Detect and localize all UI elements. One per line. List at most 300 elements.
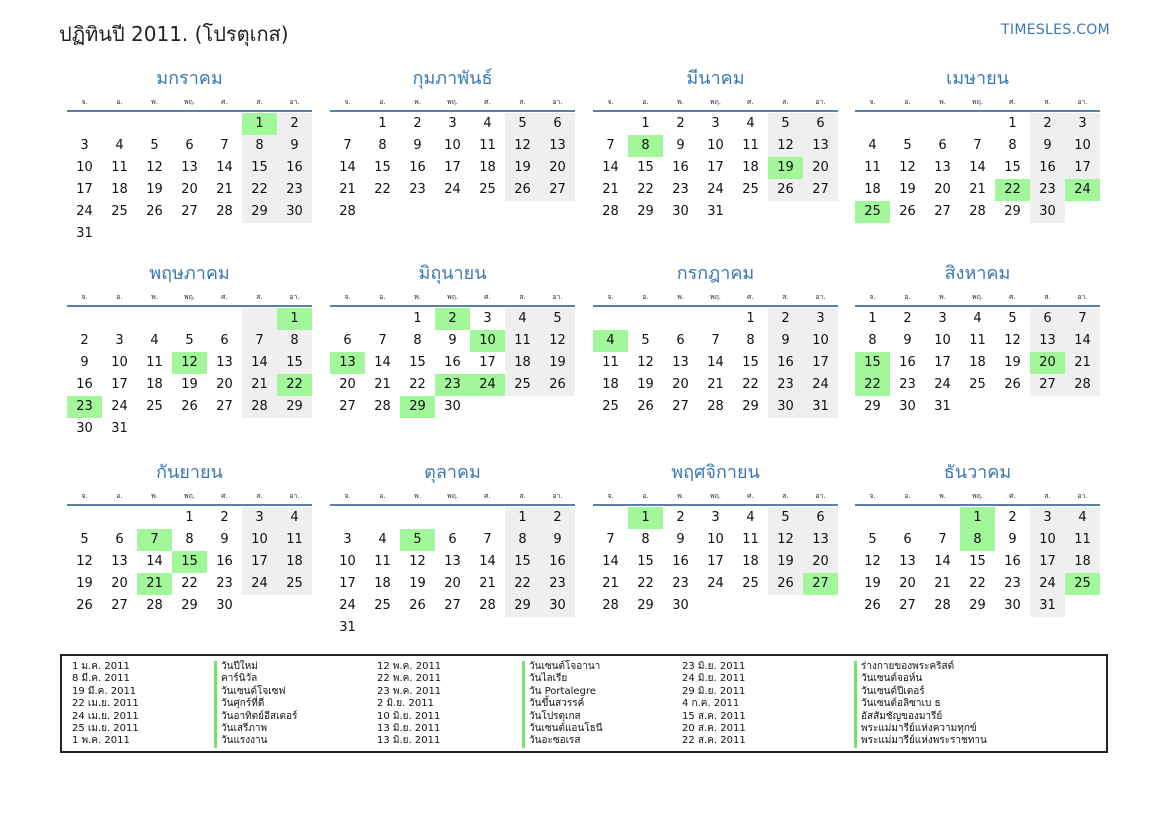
- empty-cell: [137, 308, 172, 330]
- empty-cell: [172, 308, 207, 330]
- day-cell: 25: [111, 204, 128, 219]
- week-row: [330, 308, 575, 330]
- empty-cell: [277, 418, 312, 440]
- weekday-header: [330, 96, 575, 108]
- week-row: [330, 113, 575, 135]
- weekday-label: อ.: [379, 293, 386, 301]
- day-cell: 2: [1030, 113, 1065, 135]
- day-cell: 20: [803, 157, 838, 179]
- day-cell: 21: [602, 182, 619, 197]
- weekday-label: พฤ.: [183, 98, 196, 106]
- day-cell: 7: [973, 138, 982, 153]
- empty-cell: [925, 113, 960, 135]
- day-cell: 14: [479, 554, 496, 569]
- week-row: [855, 352, 1100, 374]
- day-cell: 14: [969, 160, 986, 175]
- holiday-day-cell: 1: [628, 507, 663, 529]
- holiday-date: 2 มิ.ย. 2011: [377, 698, 434, 710]
- weekday-label: จ.: [81, 293, 88, 301]
- holiday-day-cell: 8: [628, 135, 663, 157]
- day-cell: 25: [505, 374, 540, 396]
- holiday-day-cell: 22: [855, 374, 890, 396]
- month-divider: [67, 305, 312, 307]
- day-cell: 15: [277, 352, 312, 374]
- holiday-name: อัสสัมชัญของมารีย์: [854, 711, 942, 723]
- month-divider: [593, 504, 838, 506]
- empty-cell: [803, 595, 838, 617]
- day-cell: 25: [479, 182, 496, 197]
- day-cell: 7: [220, 138, 229, 153]
- weekday-label: พฤ.: [709, 98, 722, 106]
- empty-cell: [330, 113, 365, 135]
- empty-cell: [435, 507, 470, 529]
- week-row: [593, 330, 838, 352]
- holiday-date: 22 พ.ค. 2011: [377, 673, 442, 685]
- week-row: [67, 551, 312, 573]
- weekday-label: อ.: [379, 98, 386, 106]
- empty-cell: [137, 113, 172, 135]
- weekday-label: อา.: [1077, 98, 1088, 106]
- day-cell: 30: [672, 204, 689, 219]
- weekday-label: พฤ.: [971, 293, 984, 301]
- weekday-label: อ.: [116, 492, 123, 500]
- day-cell: 27: [1030, 374, 1065, 396]
- holiday-day-cell: 1: [242, 113, 277, 135]
- week-row: [593, 396, 838, 418]
- day-cell: 15: [637, 160, 654, 175]
- day-cell: 15: [1004, 160, 1021, 175]
- holiday-day-cell: 20: [1030, 352, 1065, 374]
- empty-cell: [1030, 396, 1065, 418]
- day-cell: 25: [374, 598, 391, 613]
- month-7: [593, 263, 838, 418]
- weekday-label: ส.: [256, 492, 263, 500]
- day-cell: 18: [742, 160, 759, 175]
- day-cell: 14: [242, 352, 277, 374]
- weekday-label: ศ.: [221, 293, 228, 301]
- day-cell: 31: [339, 620, 356, 635]
- day-cell: 9: [676, 138, 685, 153]
- weekday-label: พฤ.: [183, 492, 196, 500]
- empty-cell: [855, 507, 890, 529]
- day-cell: 24: [707, 182, 724, 197]
- week-row: [855, 113, 1100, 135]
- day-cell: 1: [641, 116, 650, 131]
- weekday-label: จ.: [344, 293, 351, 301]
- day-cell: 29: [864, 399, 881, 414]
- week-row: [67, 113, 312, 135]
- holiday-day-cell: 8: [960, 529, 995, 551]
- weekday-label: ส.: [782, 293, 789, 301]
- day-cell: 16: [1030, 157, 1065, 179]
- empty-cell: [102, 507, 137, 529]
- day-cell: 20: [803, 551, 838, 573]
- empty-cell: [67, 507, 102, 529]
- holiday-day-cell: 19: [768, 157, 803, 179]
- day-cell: 11: [742, 532, 759, 547]
- week-row: [330, 551, 575, 573]
- day-cell: 28: [374, 399, 391, 414]
- day-cell: 13: [803, 529, 838, 551]
- day-cell: 9: [768, 330, 803, 352]
- weekday-label: อา.: [1077, 492, 1088, 500]
- day-cell: 18: [111, 182, 128, 197]
- day-cell: 30: [216, 598, 233, 613]
- day-cell: 17: [76, 182, 93, 197]
- day-cell: 17: [339, 576, 356, 591]
- day-cell: 30: [672, 598, 689, 613]
- week-row: [330, 352, 575, 374]
- day-cell: 3: [803, 308, 838, 330]
- day-cell: 21: [602, 576, 619, 591]
- day-cell: 9: [448, 333, 457, 348]
- weekday-label: จ.: [607, 293, 614, 301]
- week-row: [67, 330, 312, 352]
- weekday-label: พฤ.: [183, 293, 196, 301]
- month-divider: [330, 110, 575, 112]
- month-2: [330, 68, 575, 223]
- day-cell: 28: [934, 598, 951, 613]
- day-cell: 20: [540, 157, 575, 179]
- day-cell: 6: [185, 138, 194, 153]
- day-cell: 18: [505, 352, 540, 374]
- empty-cell: [137, 418, 172, 440]
- day-cell: 2: [413, 116, 422, 131]
- page-title: ปฏิทินปี 2011. (โปรตุเกส): [59, 22, 289, 46]
- holiday-date: 23 มิ.ย. 2011: [682, 661, 746, 672]
- day-cell: 22: [969, 576, 986, 591]
- empty-cell: [172, 223, 207, 245]
- holiday-day-cell: 23: [67, 396, 102, 418]
- weekday-label: อ.: [116, 98, 123, 106]
- week-row: [855, 507, 1100, 529]
- holiday-day-cell: 24: [470, 374, 505, 396]
- day-cell: 3: [1030, 507, 1065, 529]
- week-row: [67, 418, 312, 440]
- empty-cell: [172, 418, 207, 440]
- day-cell: 13: [540, 135, 575, 157]
- day-cell: 13: [216, 355, 233, 370]
- holiday-day-cell: 2: [435, 308, 470, 330]
- site-link[interactable]: TIMESLES.COM: [1001, 22, 1110, 38]
- day-cell: 14: [707, 355, 724, 370]
- day-cell: 11: [277, 529, 312, 551]
- day-cell: 2: [277, 113, 312, 135]
- holiday-day-cell: 7: [137, 529, 172, 551]
- day-cell: 2: [80, 333, 89, 348]
- day-cell: 5: [540, 308, 575, 330]
- day-cell: 24: [111, 399, 128, 414]
- week-row: [330, 135, 575, 157]
- day-cell: 4: [150, 333, 159, 348]
- week-row: [330, 396, 575, 418]
- day-cell: 8: [641, 532, 650, 547]
- holiday-name: วันแรงงาน: [214, 735, 267, 747]
- week-row: [330, 507, 575, 529]
- day-cell: 4: [973, 311, 982, 326]
- weekday-label: อา.: [289, 293, 300, 301]
- weekday-label: อ.: [642, 492, 649, 500]
- holiday-date: 1 ม.ค. 2011: [72, 661, 130, 672]
- weekday-label: อา.: [289, 98, 300, 106]
- day-cell: 21: [969, 182, 986, 197]
- day-cell: 16: [409, 160, 426, 175]
- day-cell: 25: [969, 377, 986, 392]
- holiday-name: วันเซนต์แอนโธนี: [522, 723, 603, 735]
- empty-cell: [540, 617, 575, 639]
- day-cell: 5: [185, 333, 194, 348]
- empty-cell: [593, 507, 628, 529]
- day-cell: 24: [242, 573, 277, 595]
- holiday-name: คาร์นิวัล: [214, 673, 257, 685]
- day-cell: 1: [868, 311, 877, 326]
- month-name: กันยายน: [156, 462, 223, 483]
- empty-cell: [102, 223, 137, 245]
- day-cell: 18: [479, 160, 496, 175]
- day-cell: 8: [185, 532, 194, 547]
- day-cell: 17: [1065, 157, 1100, 179]
- week-row: [593, 157, 838, 179]
- day-cell: 22: [181, 576, 198, 591]
- weekday-label: จ.: [869, 98, 876, 106]
- weekday-label: พฤ.: [971, 492, 984, 500]
- month-name: พฤษภาคม: [149, 263, 230, 284]
- day-cell: 27: [339, 399, 356, 414]
- weekday-label: จ.: [344, 492, 351, 500]
- empty-cell: [207, 418, 242, 440]
- empty-cell: [505, 617, 540, 639]
- day-cell: 20: [899, 576, 916, 591]
- day-cell: 2: [1008, 510, 1017, 525]
- day-cell: 19: [146, 182, 163, 197]
- day-cell: 28: [216, 204, 233, 219]
- day-cell: 15: [242, 157, 277, 179]
- day-cell: 5: [80, 532, 89, 547]
- holiday-day-cell: 22: [277, 374, 312, 396]
- empty-cell: [242, 595, 277, 617]
- month-name: มีนาคม: [686, 68, 745, 89]
- weekday-label: ศ.: [1009, 492, 1016, 500]
- week-row: [67, 308, 312, 330]
- day-cell: 7: [343, 138, 352, 153]
- day-cell: 19: [76, 576, 93, 591]
- day-cell: 17: [707, 554, 724, 569]
- weekday-label: พ.: [939, 492, 946, 500]
- holiday-date: 19 มี.ค. 2011: [72, 685, 137, 697]
- day-cell: 11: [969, 333, 986, 348]
- holiday-name: วันขึ้นสวรรค์: [522, 698, 584, 710]
- day-cell: 5: [868, 532, 877, 547]
- holiday-name: วันเซนต์จอห์น: [854, 673, 922, 685]
- day-cell: 7: [711, 333, 720, 348]
- day-cell: 13: [111, 554, 128, 569]
- day-cell: 16: [277, 157, 312, 179]
- day-cell: 27: [899, 598, 916, 613]
- day-cell: 21: [479, 576, 496, 591]
- weekday-label: ศ.: [221, 98, 228, 106]
- day-cell: 15: [505, 551, 540, 573]
- month-name: สิงหาคม: [944, 263, 1011, 284]
- empty-cell: [890, 113, 925, 135]
- empty-cell: [890, 507, 925, 529]
- holiday-name: วันศุกร์ที่ดี: [214, 698, 264, 710]
- day-cell: 9: [903, 333, 912, 348]
- weekday-label: อ.: [379, 492, 386, 500]
- day-cell: 6: [903, 532, 912, 547]
- day-cell: 20: [444, 576, 461, 591]
- day-cell: 28: [242, 396, 277, 418]
- day-cell: 14: [374, 355, 391, 370]
- weekday-header: [855, 490, 1100, 502]
- day-cell: 1: [1008, 116, 1017, 131]
- day-cell: 16: [540, 551, 575, 573]
- day-cell: 12: [637, 355, 654, 370]
- day-cell: 7: [483, 532, 492, 547]
- day-cell: 3: [1065, 113, 1100, 135]
- day-cell: 27: [540, 179, 575, 201]
- empty-cell: [470, 201, 505, 223]
- week-row: [67, 529, 312, 551]
- weekday-label: อา.: [1077, 293, 1088, 301]
- week-row: [855, 157, 1100, 179]
- day-cell: 11: [111, 160, 128, 175]
- day-cell: 17: [111, 377, 128, 392]
- holiday-date: 10 มิ.ย. 2011: [377, 710, 441, 722]
- weekday-label: อา.: [552, 293, 563, 301]
- weekday-header: [330, 490, 575, 502]
- weekday-label: พ.: [151, 293, 158, 301]
- day-cell: 2: [903, 311, 912, 326]
- weekday-label: พฤ.: [971, 98, 984, 106]
- weekday-label: อา.: [815, 492, 826, 500]
- day-cell: 17: [242, 551, 277, 573]
- week-row: [67, 396, 312, 418]
- day-cell: 16: [216, 554, 233, 569]
- day-cell: 4: [1065, 507, 1100, 529]
- day-cell: 31: [1030, 595, 1065, 617]
- weekday-header: [67, 490, 312, 502]
- day-cell: 31: [707, 204, 724, 219]
- weekday-label: อ.: [904, 293, 911, 301]
- day-cell: 28: [969, 204, 986, 219]
- empty-cell: [242, 418, 277, 440]
- week-row: [330, 157, 575, 179]
- holiday-day-cell: 5: [400, 529, 435, 551]
- month-8: [855, 263, 1100, 418]
- empty-cell: [470, 396, 505, 418]
- day-cell: 23: [1030, 179, 1065, 201]
- day-cell: 19: [409, 576, 426, 591]
- day-cell: 6: [115, 532, 124, 547]
- day-cell: 22: [637, 576, 654, 591]
- holiday-day-cell: 1: [960, 507, 995, 529]
- day-cell: 4: [115, 138, 124, 153]
- day-cell: 18: [602, 377, 619, 392]
- month-3: [593, 68, 838, 223]
- week-row: [593, 135, 838, 157]
- day-cell: 28: [602, 598, 619, 613]
- day-cell: 19: [1004, 355, 1021, 370]
- holiday-day-cell: 25: [1065, 573, 1100, 595]
- weekday-label: ส.: [519, 492, 526, 500]
- holiday-name: วันอะซอเรส: [522, 735, 581, 747]
- week-row: [855, 374, 1100, 396]
- day-cell: 10: [803, 330, 838, 352]
- day-cell: 23: [1004, 576, 1021, 591]
- holiday-date: 15 ส.ค. 2011: [682, 710, 746, 722]
- day-cell: 2: [220, 510, 229, 525]
- weekday-label: พ.: [414, 293, 421, 301]
- day-cell: 12: [768, 135, 803, 157]
- month-name: ตุลาคม: [424, 462, 481, 483]
- day-cell: 6: [676, 333, 685, 348]
- empty-cell: [102, 113, 137, 135]
- day-cell: 14: [1065, 330, 1100, 352]
- day-cell: 21: [1065, 352, 1100, 374]
- day-cell: 11: [864, 160, 881, 175]
- day-cell: 4: [378, 532, 387, 547]
- holiday-day-cell: 4: [593, 330, 628, 352]
- empty-cell: [855, 113, 890, 135]
- week-row: [330, 374, 575, 396]
- day-cell: 20: [934, 182, 951, 197]
- day-cell: 30: [277, 201, 312, 223]
- day-cell: 15: [374, 160, 391, 175]
- day-cell: 21: [339, 182, 356, 197]
- weekday-label: ส.: [256, 98, 263, 106]
- day-cell: 21: [216, 182, 233, 197]
- month-name: กรกฎาคม: [676, 263, 755, 284]
- day-cell: 7: [378, 333, 387, 348]
- day-cell: 10: [111, 355, 128, 370]
- day-cell: 26: [146, 204, 163, 219]
- holiday-date: 22 เม.ย. 2011: [72, 698, 139, 710]
- empty-cell: [925, 507, 960, 529]
- day-cell: 18: [374, 576, 391, 591]
- day-cell: 16: [672, 160, 689, 175]
- day-cell: 30: [444, 399, 461, 414]
- day-cell: 18: [277, 551, 312, 573]
- holiday-day-cell: 27: [803, 573, 838, 595]
- empty-cell: [733, 201, 768, 223]
- day-cell: 11: [602, 355, 619, 370]
- day-cell: 3: [448, 116, 457, 131]
- week-row: [593, 308, 838, 330]
- weekday-label: จ.: [81, 98, 88, 106]
- day-cell: 22: [742, 377, 759, 392]
- day-cell: 1: [505, 507, 540, 529]
- month-11: [593, 462, 838, 617]
- day-cell: 26: [864, 598, 881, 613]
- weekday-label: พ.: [414, 98, 421, 106]
- day-cell: 10: [242, 529, 277, 551]
- empty-cell: [698, 308, 733, 330]
- week-row: [593, 113, 838, 135]
- holiday-day-cell: 1: [277, 308, 312, 330]
- day-cell: 10: [339, 554, 356, 569]
- day-cell: 20: [339, 377, 356, 392]
- day-cell: 29: [637, 598, 654, 613]
- day-cell: 7: [1065, 308, 1100, 330]
- day-cell: 1: [185, 510, 194, 525]
- empty-cell: [803, 201, 838, 223]
- weekday-header: [67, 96, 312, 108]
- week-row: [855, 179, 1100, 201]
- day-cell: 16: [672, 554, 689, 569]
- day-cell: 23: [672, 576, 689, 591]
- day-cell: 5: [505, 113, 540, 135]
- day-cell: 25: [277, 573, 312, 595]
